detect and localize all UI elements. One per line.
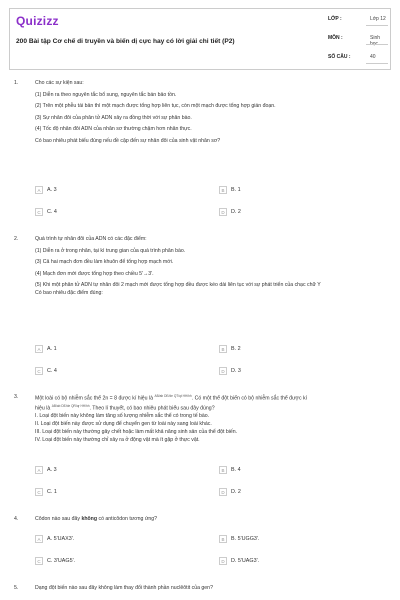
answer-option-4c[interactable] [35, 557, 76, 566]
answer-option-4d[interactable] [219, 557, 260, 566]
statement: II. Loại đột biến này được sử dụng để chuyển gen từ loài này sang loài khác. [35, 421, 212, 428]
option-text: D. 2 [231, 489, 241, 495]
meta-subject-label: MÔN : [328, 35, 343, 41]
answer-option-2c[interactable] [35, 367, 57, 376]
question-number: 3. [14, 394, 19, 400]
option-letter-box: A [35, 345, 43, 353]
option-letter-box: D [219, 208, 227, 216]
option-text: C. 1 [47, 489, 57, 495]
option-text: B. 5'UGG3'. [231, 536, 260, 542]
option-text: B. 4 [231, 467, 241, 473]
question-stem: Có bao nhiêu phát biểu đúng nếu đề cập đến sự nhân đôi của sinh vật nhân sơ? [35, 137, 221, 144]
stem-text: có anticôdon tương ứng? [98, 516, 157, 522]
statement: (1) Diễn ra theo nguyên tắc bổ sung, nguyên tắc bán bảo tồn. [35, 91, 177, 98]
statement: (1) Diễn ra ở trong nhân, tại kì trung gian của quá trình phân bào. [35, 247, 186, 254]
stem-text: Côdon nào sau đây [35, 516, 80, 522]
option-letter-box: C [35, 488, 43, 496]
statement: (5) Khi một phân tử ADN tự nhân đôi 2 mạch mới được tổng hợp đều được kéo dài liên tục với sự phát triển của chạc chữ Y [35, 282, 321, 288]
statement: (3) Sự nhân đôi của phân tử ADN xảy ra đồng thời với sự phân bào. [35, 114, 192, 121]
option-letter-box: D [219, 367, 227, 375]
answer-option-1a[interactable] [35, 186, 57, 195]
quizizz-logo: Quizizz [16, 14, 59, 28]
question-body [35, 236, 387, 302]
option-letter-box: C [35, 208, 43, 216]
stem-text: Một loài có bộ nhiễm sắc thể 2n = 8 được kí hiệu là [35, 395, 154, 402]
stem-text: hiệu là [35, 405, 51, 412]
meta-subject [328, 31, 388, 46]
meta-count-label: SỐ CÂU : [328, 54, 351, 60]
option-letter-box: A [35, 466, 43, 474]
answer-option-3a[interactable] [35, 466, 57, 475]
question-number: 4. [14, 516, 19, 522]
answer-option-3b[interactable] [219, 466, 241, 475]
question-intro: Cho các sự kiện sau: [35, 80, 84, 86]
option-text: C. 4 [47, 368, 57, 374]
option-text: A. 3 [47, 187, 57, 193]
question-stem: Có bao nhiêu đặc điểm đúng: [35, 290, 103, 296]
option-text: B. 2 [231, 346, 241, 352]
option-text: C. 3'UAG5'. [47, 558, 76, 564]
option-text: A. 3 [47, 467, 57, 473]
option-letter-box: C [35, 557, 43, 565]
meta-class-value: Lớp 12 [370, 16, 386, 22]
stem-emphasis: không [81, 516, 98, 522]
option-text: B. 1 [231, 187, 241, 193]
meta-class-label: LỚP : [328, 16, 342, 22]
statement: (3) Cả hai mạch đơn đều làm khuôn để tổng hợp mạch mới. [35, 259, 174, 265]
option-letter-box: B [219, 535, 227, 543]
option-letter-box: D [219, 557, 227, 565]
question-body [35, 394, 387, 445]
answer-option-1b[interactable] [219, 186, 241, 195]
question-intro: Quá trình tự nhân đôi của ADN có các đặc điểm: [35, 236, 147, 242]
question-number: 5. [14, 585, 19, 591]
option-text: C. 4 [47, 209, 57, 215]
question-stem-line-1 [35, 394, 387, 402]
answer-option-2a[interactable] [35, 345, 57, 354]
option-letter-box: B [219, 345, 227, 353]
question-body [35, 80, 387, 149]
question-stem: Dạng đột biến nào sau đây không làm thay đổi thành phần nuclêôtit của gen? [35, 585, 213, 591]
answer-option-3d[interactable] [219, 488, 241, 497]
statement: (4) Mạch đơn mới được tổng hợp theo chiều 5'→3'. [35, 270, 154, 277]
option-text: D. 5'UAG3'. [231, 558, 260, 564]
question-stem [35, 516, 387, 523]
meta-underline [366, 44, 388, 45]
option-letter-box: D [219, 488, 227, 496]
statement: (4) Tốc độ nhân đôi ADN của nhân sơ thường chậm hơn nhân thực. [35, 126, 192, 132]
option-letter-box: C [35, 367, 43, 375]
option-text: A. 1 [47, 346, 57, 352]
answer-option-4b[interactable] [219, 535, 260, 544]
statement: (2) Trên một phễu tái bản thì một mạch được tổng hợp liên tục, còn một mạch được tổng hợp gián đoạn. [35, 103, 276, 109]
option-text: A. 5'UAX3'. [47, 536, 75, 542]
answer-option-2b[interactable] [219, 345, 241, 354]
answer-option-1d[interactable] [219, 208, 241, 217]
option-text: D. 3 [231, 368, 241, 374]
meta-count-value: 40 [370, 54, 376, 60]
option-letter-box: B [219, 186, 227, 194]
stem-text: . Theo lí thuyết, có bao nhiêu phát biểu sau đây đúng? [89, 405, 215, 412]
statement: I. Loại đột biến này không làm tăng số lượng nhiễm sắc thể có trong tế bào. [35, 413, 210, 420]
chromosome-notation: AB/ab DE/de QT/qt HH/hh [154, 394, 192, 398]
answer-option-2d[interactable] [219, 367, 241, 376]
option-text: D. 2 [231, 209, 241, 215]
answer-option-3c[interactable] [35, 488, 57, 497]
option-letter-box: A [35, 186, 43, 194]
chromosome-notation: AB/ab DE/de QR/qr HH/hh [51, 403, 90, 408]
option-letter-box: A [35, 535, 43, 543]
stem-text: . Có một thể đột biến có bộ nhiễm sắc thể được kí [191, 395, 308, 402]
meta-underline [366, 63, 388, 64]
answer-option-4a[interactable] [35, 535, 75, 544]
statement: IV. Loại đột biến này thường chỉ xảy ra ở động vật mà ít gặp ở thực vật. [35, 437, 200, 444]
question-stem-line-2 [35, 404, 387, 412]
option-letter-box: B [219, 466, 227, 474]
question-body [35, 516, 387, 528]
answer-option-1c[interactable] [35, 208, 57, 217]
meta-subject-value: Sinh học [370, 35, 381, 47]
question-body [35, 585, 387, 597]
worksheet-title: 200 Bài tập Cơ chế di truyền và biến dị cực hay có lời giải chi tiết (P2) [16, 38, 235, 45]
meta-count [328, 50, 388, 65]
meta-underline [366, 25, 388, 26]
statement: III. Loại đột biến này thường gây chết hoặc làm mất khả năng sinh sản của thể đột biến. [35, 429, 238, 436]
question-number: 2. [14, 236, 19, 242]
question-number: 1. [14, 80, 19, 86]
meta-class [328, 12, 388, 27]
worksheet-header [9, 8, 391, 70]
